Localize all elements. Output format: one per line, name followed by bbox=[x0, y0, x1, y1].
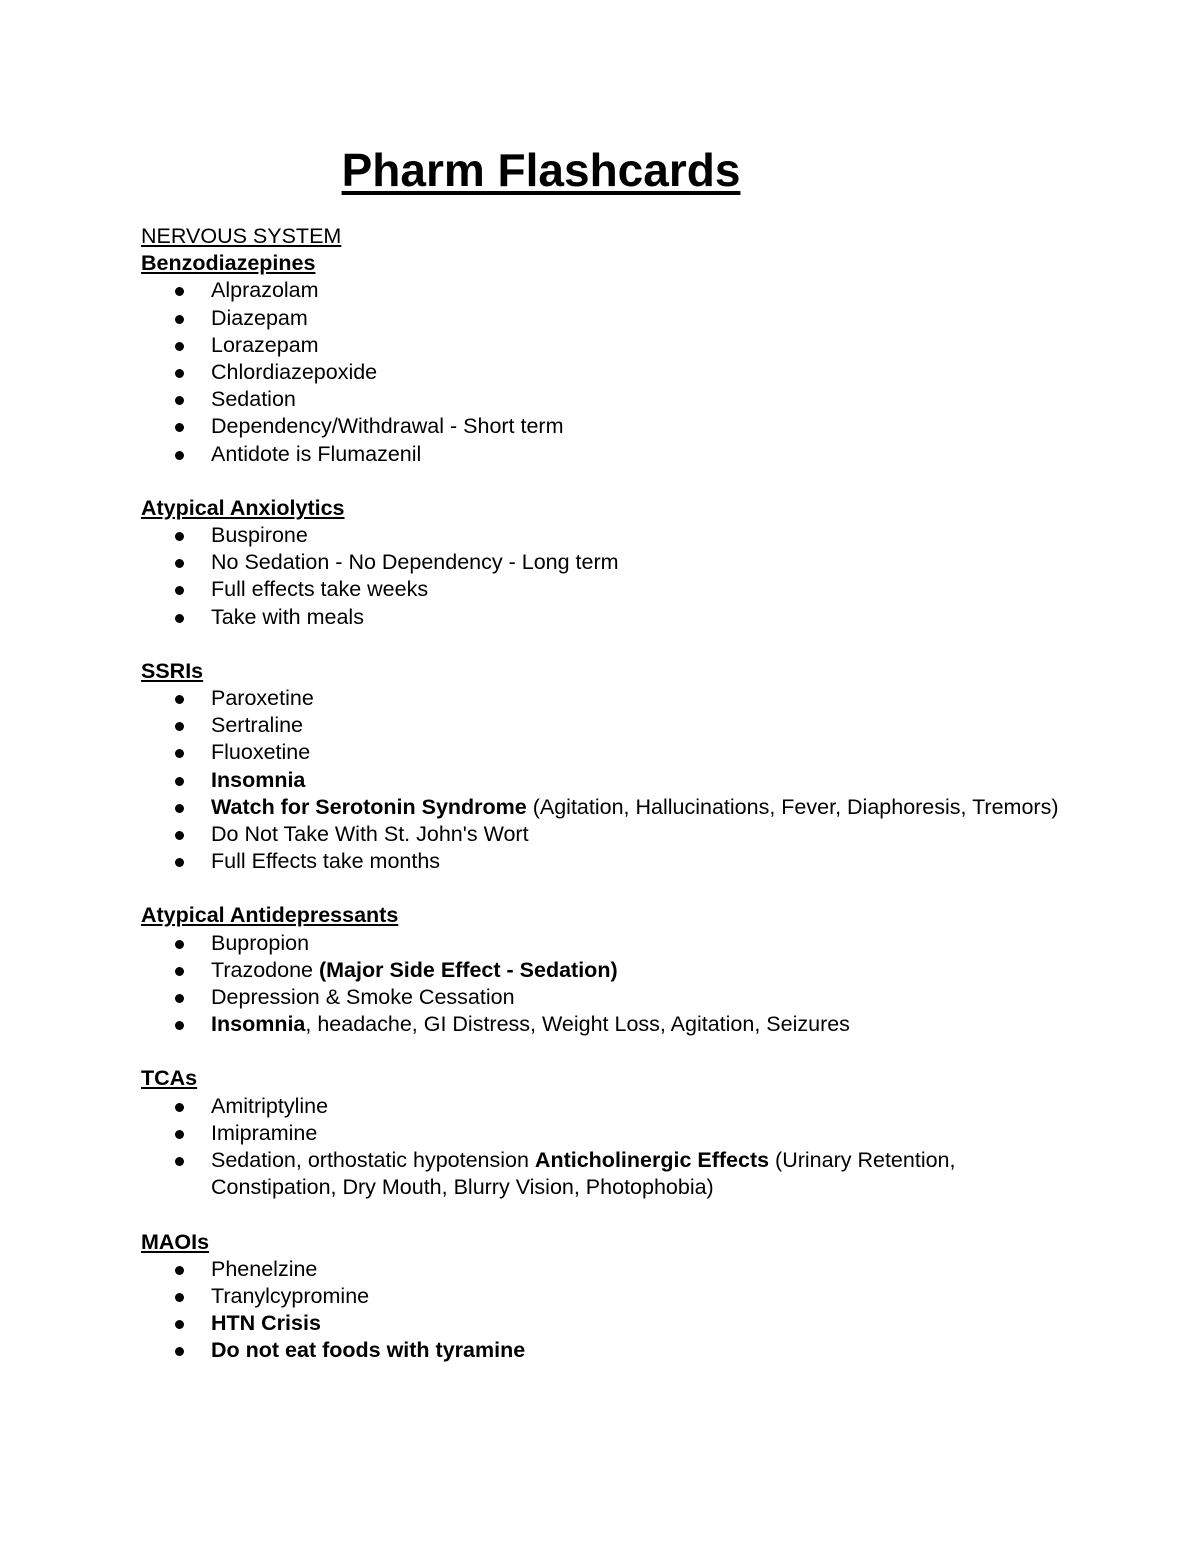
bullet-icon bbox=[175, 559, 184, 568]
list-item bbox=[141, 794, 1061, 821]
item-text: (Urinary Retention, Constipation, Dry Mouth, Blurry Vision, Photophobia) bbox=[211, 1148, 956, 1200]
bullet-list bbox=[141, 1256, 1061, 1365]
item-text: Paroxetine bbox=[211, 686, 314, 711]
list-item bbox=[141, 1120, 1061, 1147]
section-heading: SSRIs bbox=[141, 658, 204, 683]
bold-text: Watch for Serotonin Syndrome bbox=[211, 794, 527, 819]
list-item bbox=[141, 1283, 1061, 1310]
bullet-icon bbox=[175, 831, 184, 840]
section-heading: Atypical Anxiolytics bbox=[141, 495, 345, 520]
section bbox=[141, 495, 1061, 631]
list-item bbox=[141, 332, 1061, 359]
item-text: Lorazepam bbox=[211, 332, 319, 357]
bullet-icon bbox=[175, 423, 184, 432]
item-text: Full effects take weeks bbox=[211, 577, 429, 602]
item-text: , headache, GI Distress, Weight Loss, Agitation, Seizures bbox=[305, 1012, 850, 1037]
list-item bbox=[141, 848, 1061, 875]
list-item bbox=[141, 739, 1061, 766]
bullet-icon bbox=[175, 749, 184, 758]
list-item bbox=[141, 821, 1061, 848]
item-text: Do Not Take With St. John's Wort bbox=[211, 822, 529, 847]
bullet-icon bbox=[175, 614, 184, 623]
document-body bbox=[141, 223, 1061, 1365]
item-text: Fluoxetine bbox=[211, 740, 311, 765]
bullet-icon bbox=[175, 532, 184, 541]
list-item bbox=[141, 413, 1061, 440]
list-item bbox=[141, 712, 1061, 739]
bullet-icon bbox=[175, 994, 184, 1003]
bullet-list bbox=[141, 930, 1061, 1039]
list-item bbox=[141, 1147, 1061, 1201]
bullet-icon bbox=[175, 695, 184, 704]
list-item bbox=[141, 441, 1061, 468]
bold-text: Anticholinergic Effects bbox=[534, 1148, 770, 1173]
item-text: Chlordiazepoxide bbox=[211, 360, 378, 385]
bullet-icon bbox=[175, 1266, 184, 1275]
section bbox=[141, 1229, 1061, 1365]
bullet-icon bbox=[175, 369, 184, 378]
item-text: Sedation bbox=[211, 387, 296, 412]
bullet-icon bbox=[175, 967, 184, 976]
list-item bbox=[141, 685, 1061, 712]
list-item bbox=[141, 305, 1061, 332]
list-item bbox=[141, 359, 1061, 386]
section-heading: Atypical Antidepressants bbox=[141, 903, 399, 928]
item-text: Amitriptyline bbox=[211, 1093, 329, 1118]
bullet-list bbox=[141, 1093, 1061, 1202]
item-text: Take with meals bbox=[211, 604, 364, 629]
list-item bbox=[141, 767, 1061, 794]
list-item bbox=[141, 930, 1061, 957]
item-text: Trazodone bbox=[211, 957, 319, 982]
bullet-icon bbox=[175, 777, 184, 786]
list-item bbox=[141, 1011, 1061, 1038]
list-item bbox=[141, 576, 1061, 603]
list-item bbox=[141, 1337, 1061, 1364]
section-heading: Benzodiazepines bbox=[141, 251, 316, 276]
item-text: Imipramine bbox=[211, 1120, 318, 1145]
section-heading: MAOIs bbox=[141, 1229, 210, 1254]
bullet-icon bbox=[175, 858, 184, 867]
item-text: Sedation, orthostatic hypotension bbox=[211, 1148, 535, 1173]
bold-text: HTN Crisis bbox=[211, 1311, 321, 1336]
bullet-icon bbox=[175, 1103, 184, 1112]
item-text: Phenelzine bbox=[211, 1256, 318, 1281]
list-item bbox=[141, 604, 1061, 631]
bullet-icon bbox=[175, 451, 184, 460]
list-item bbox=[141, 277, 1061, 304]
bullet-icon bbox=[175, 1320, 184, 1329]
section bbox=[141, 250, 1061, 468]
bullet-icon bbox=[175, 1293, 184, 1302]
sections-container bbox=[141, 250, 1061, 1364]
item-text: No Sedation - No Dependency - Long term bbox=[211, 550, 619, 575]
item-text: Bupropion bbox=[211, 930, 310, 955]
bullet-icon bbox=[175, 586, 184, 595]
list-item bbox=[141, 984, 1061, 1011]
bold-text: Insomnia bbox=[211, 767, 306, 792]
item-text: Tranylcypromine bbox=[211, 1283, 370, 1308]
item-text: Buspirone bbox=[211, 523, 308, 548]
system-heading: NERVOUS SYSTEM bbox=[141, 224, 342, 248]
bullet-icon bbox=[175, 1021, 184, 1030]
list-item bbox=[141, 1093, 1061, 1120]
list-item bbox=[141, 1310, 1061, 1337]
section-heading: TCAs bbox=[141, 1066, 198, 1091]
list-item bbox=[141, 549, 1061, 576]
item-text: Sertraline bbox=[211, 713, 304, 738]
section bbox=[141, 1065, 1061, 1201]
list-item bbox=[141, 522, 1061, 549]
item-text: (Agitation, Hallucinations, Fever, Diaphoresis, Tremors) bbox=[526, 794, 1059, 819]
section bbox=[141, 902, 1061, 1038]
list-item bbox=[141, 386, 1061, 413]
bullet-icon bbox=[175, 287, 184, 296]
list-item bbox=[141, 957, 1061, 984]
item-text: Diazepam bbox=[211, 305, 308, 330]
bullet-icon bbox=[175, 1157, 184, 1166]
bullet-list bbox=[141, 522, 1061, 631]
item-text: Dependency/Withdrawal - Short term bbox=[211, 414, 564, 439]
bullet-icon bbox=[175, 315, 184, 324]
bullet-icon bbox=[175, 1130, 184, 1139]
item-text: Alprazolam bbox=[211, 278, 319, 303]
bold-text: Insomnia bbox=[211, 1012, 306, 1037]
bullet-icon bbox=[175, 940, 184, 949]
bullet-icon bbox=[175, 722, 184, 731]
bullet-list bbox=[141, 685, 1061, 875]
document-title: Pharm Flashcards bbox=[341, 144, 741, 196]
item-text: Full Effects take months bbox=[211, 849, 441, 874]
bullet-list bbox=[141, 277, 1061, 467]
bullet-icon bbox=[175, 396, 184, 405]
section bbox=[141, 658, 1061, 876]
bold-text: Do not eat foods with tyramine bbox=[211, 1338, 526, 1363]
item-text: Antidote is Flumazenil bbox=[211, 441, 422, 466]
document-page bbox=[141, 143, 1061, 1392]
bold-text: (Major Side Effect - Sedation) bbox=[318, 957, 618, 982]
bullet-icon bbox=[175, 342, 184, 351]
bullet-icon bbox=[175, 804, 184, 813]
list-item bbox=[141, 1256, 1061, 1283]
item-text: Depression & Smoke Cessation bbox=[211, 985, 515, 1010]
bullet-icon bbox=[175, 1347, 184, 1356]
